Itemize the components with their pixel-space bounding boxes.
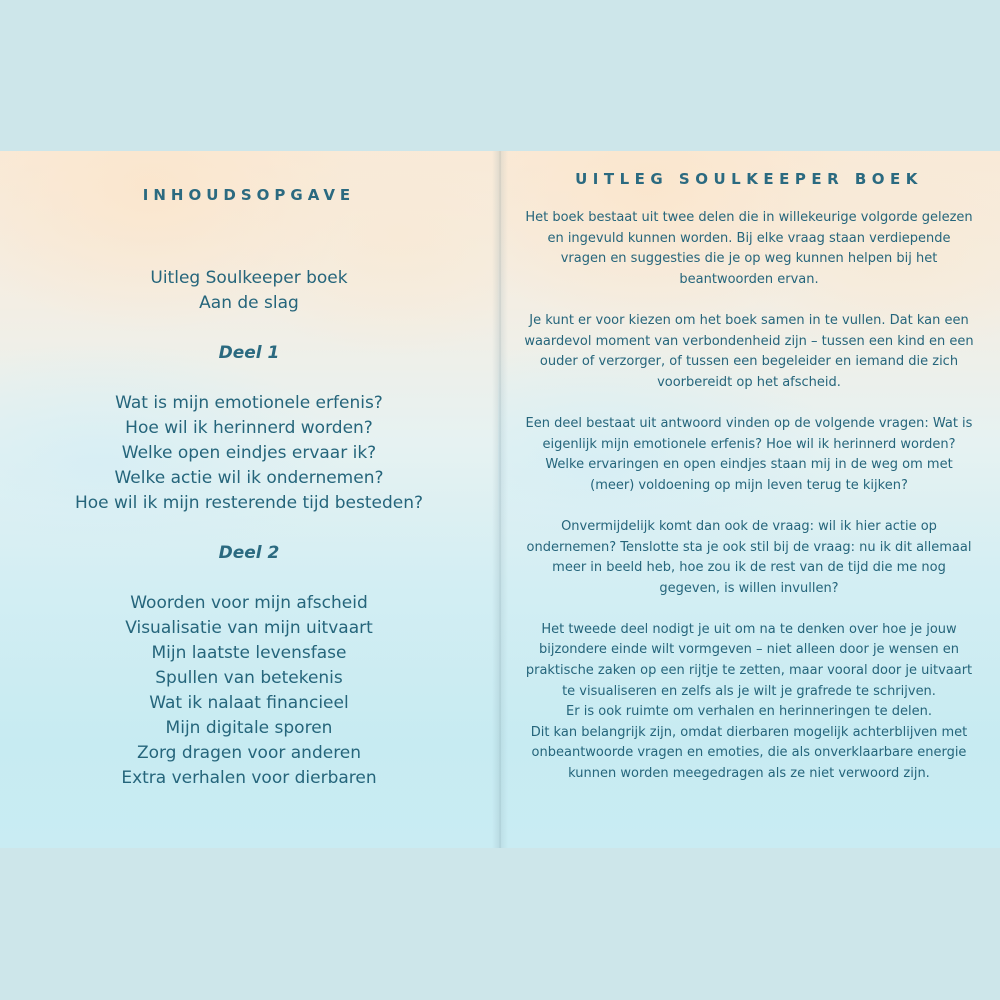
left-page: [0, 151, 498, 848]
toc-item: Woorden voor mijn afscheid: [130, 593, 368, 613]
toc-item: Zorg dragen voor anderen: [136, 743, 362, 763]
paragraph: Een deel bestaat uit antwoord vinden op de volgende vragen: Wat is eigenlijk mijn emotionele erfenis? Hoe wil ik herinnerd worden? Welke ervaringen en open eindjes staan mij in de weg om met (meer) voldoening op mijn leven terug te kijken?: [525, 415, 973, 493]
toc-item: Mijn digitale sporen: [165, 718, 333, 738]
explanation-text: [524, 208, 974, 785]
paragraph: Het boek bestaat uit twee delen die in willekeurige volgorde gelezen en ingevuld kunnen worden. Bij elke vraag staan verdiepende vragen en suggesties die je op weg kunnen helpen bij het beantwoorden ervan.: [525, 210, 973, 287]
toc-heading: INHOUDSOPGAVE: [142, 186, 356, 204]
toc-item: Welke open eindjes ervaar ik?: [121, 443, 377, 463]
paragraph: Het tweede deel nodigt je uit om na te denken over hoe je jouw bijzondere einde wilt vormgeven – niet alleen door je wensen en praktische zaken op een rijtje te zetten, maar vooral door je uitvaart te visualiseren en zelfs als je wilt je grafrede te schrijven.: [525, 621, 973, 699]
explanation-heading: UITLEG SOULKEEPER BOEK: [575, 170, 923, 188]
toc-item: Spullen van betekenis: [155, 668, 343, 688]
paragraph: Onvermijdelijk komt dan ook de vraag: wil ik hier actie op ondernemen? Tenslotte sta je ook stil bij de vraag: nu ik dit allemaal meer in beeld heb, hoe zou ik de rest van de tijd die me nog gegeven, is willen invullen?: [526, 518, 972, 596]
toc-item: Wat is mijn emotionele erfenis?: [115, 393, 383, 413]
toc-part-1-title: Deel 1: [218, 343, 280, 363]
toc-item: Welke actie wil ik ondernemen?: [114, 468, 384, 488]
toc-item: Visualisatie van mijn uitvaart: [125, 618, 373, 638]
toc-item-intro: Uitleg Soulkeeper boek: [150, 268, 348, 288]
toc-item: Wat ik nalaat financieel: [149, 693, 349, 713]
table-of-contents: [0, 266, 498, 791]
paragraph: Dit kan belangrijk zijn, omdat dierbaren mogelijk achterblijven met onbeantwoorde vragen en emoties, die als onverklaarbare energie kunnen worden meegedragen als ze niet verwoord zijn.: [530, 724, 968, 782]
paragraph: Je kunt er voor kiezen om het boek samen in te vullen. Dat kan een waardevol moment van verbondenheid zijn – tussen een kind en een ouder of verzorger, of tussen een begeleider en iemand die zich voorbereidt op het afscheid.: [524, 312, 974, 390]
book-spread: [0, 151, 1000, 848]
toc-item-getting-started: Aan de slag: [199, 293, 299, 313]
right-page: [498, 151, 1000, 848]
toc-item: Mijn laatste levensfase: [151, 643, 347, 663]
toc-item: Extra verhalen voor dierbaren: [121, 768, 377, 788]
toc-part-2-title: Deel 2: [218, 543, 280, 563]
toc-item: Hoe wil ik mijn resterende tijd besteden?: [74, 493, 424, 513]
toc-item: Hoe wil ik herinnerd worden?: [125, 418, 373, 438]
paragraph: Er is ook ruimte om verhalen en herinneringen te delen.: [566, 704, 932, 720]
